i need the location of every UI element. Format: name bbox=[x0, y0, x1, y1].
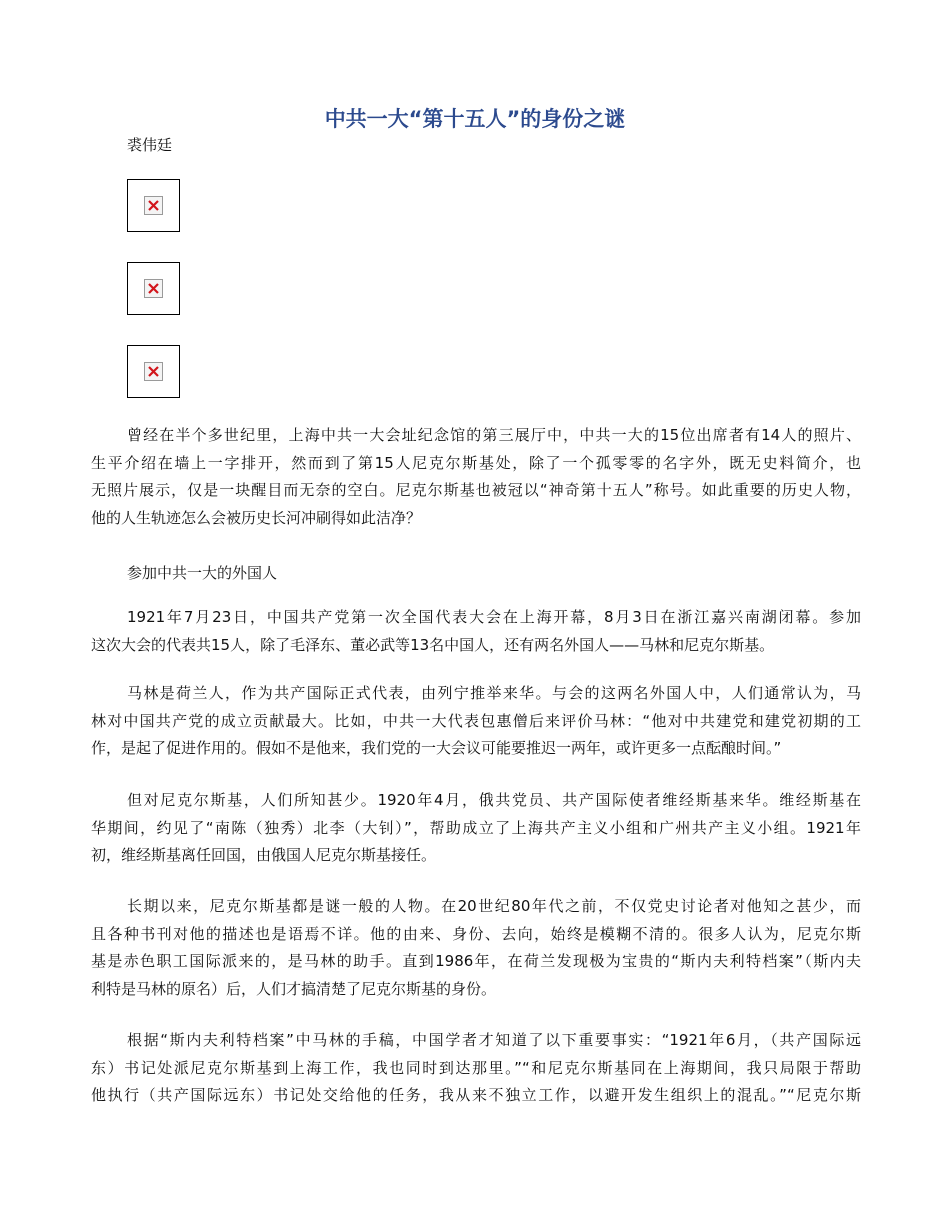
broken-image-icon bbox=[144, 279, 163, 298]
text-line: 华期间，约见了“南陈（独秀）北李（大钊）”，帮助成立了上海共产主义小组和广州共产主义小组。1921年 bbox=[91, 818, 861, 837]
text-line: 初，维经斯基离任回国，由俄国人尼克尔斯基接任。 bbox=[91, 846, 437, 864]
image-placeholder bbox=[127, 179, 180, 232]
broken-image-icon bbox=[144, 196, 163, 215]
text-line: 基是赤色职工国际派来的，是马林的助手。直到1986年，在荷兰发现极为宝贵的“斯内夫利特档案”（斯内夫 bbox=[91, 952, 861, 970]
text-line: 他的人生轨迹怎么会被历史长河冲刷得如此洁净？ bbox=[91, 508, 422, 527]
text-line: 东）书记处派尼克尔斯基到上海工作，我也同时到达那里。”“和尼克尔斯基同在上海期间，我只局限于帮助 bbox=[91, 1058, 861, 1077]
text-line: 他执行（共产国际远东）书记处交给他的任务，我从来不独立工作，以避开发生组织上的混乱。”“尼克尔斯 bbox=[91, 1086, 861, 1104]
text-line: 曾经在半个多世纪里，上海中共一大会址纪念馆的第三展厅中，中共一大的15位出席者有14人的照片、 bbox=[127, 426, 861, 444]
paragraph-congress bbox=[91, 604, 861, 659]
paragraph-nikolsky bbox=[91, 787, 861, 870]
text-line: 利特是马林的原名）后，人们才搞清楚了尼克尔斯基的身份。 bbox=[91, 979, 497, 998]
text-line: 无照片展示，仅是一块醒目而无奈的空白。尼克尔斯基也被冠以“神奇第十五人”称号。如此重要的历史人物， bbox=[91, 481, 861, 499]
text-line: 且各种书刊对他的描述也是语焉不详。他的由来、身份、去向，始终是模糊不清的。很多人认为，尼克尔斯 bbox=[91, 924, 861, 943]
paragraph-archive bbox=[91, 1027, 861, 1110]
paragraph-intro bbox=[91, 422, 861, 532]
paragraph-mystery bbox=[91, 893, 861, 1003]
paragraph-maring bbox=[91, 680, 861, 763]
text-line: 林对中国共产党的成立贡献最大。比如，中共一大代表包惠僧后来评价马林：“他对中共建党和建党初期的工 bbox=[91, 711, 861, 730]
broken-image-icon bbox=[144, 362, 163, 381]
text-line: 1921年7月23日，中国共产党第一次全国代表大会在上海开幕，8月3日在浙江嘉兴南湖闭幕。参加 bbox=[127, 608, 861, 626]
image-placeholder bbox=[127, 345, 180, 398]
text-line: 作，是起了促进作用的。假如不是他来，我们党的一大会议可能要推迟一两年，或许更多一点酝酿时间。” bbox=[91, 739, 782, 757]
text-line: 但对尼克尔斯基，人们所知甚少。1920年4月，俄共党员、共产国际使者维经斯基来华。维经斯基在 bbox=[127, 791, 861, 809]
text-line: 生平介绍在墙上一字排开，然而到了第15人尼克尔斯基处，除了一个孤零零的名字外，既无史料简介，也 bbox=[91, 453, 861, 472]
text-line: 马林是荷兰人，作为共产国际正式代表，由列宁推举来华。与会的这两名外国人中，人们通常认为，马 bbox=[127, 684, 861, 702]
author-name: 裘伟廷 bbox=[127, 136, 173, 154]
section-heading bbox=[91, 560, 861, 588]
text-line: 根据“斯内夫利特档案”中马林的手稿，中国学者才知道了以下重要事实：“1921年6月，（共产国际远 bbox=[127, 1031, 861, 1049]
text-line: 长期以来，尼克尔斯基都是谜一般的人物。在20世纪80年代之前，不仅党史讨论者对他知之甚少，而 bbox=[127, 897, 861, 915]
text-line: 参加中共一大的外国人 bbox=[127, 564, 278, 582]
article-title: 中共一大“第十五人”的身份之谜 bbox=[324, 107, 626, 131]
image-placeholder bbox=[127, 262, 180, 315]
text-line: 这次大会的代表共15人，除了毛泽东、董必武等13名中国人，还有两名外国人——马林和尼克尔斯基。 bbox=[91, 635, 775, 654]
